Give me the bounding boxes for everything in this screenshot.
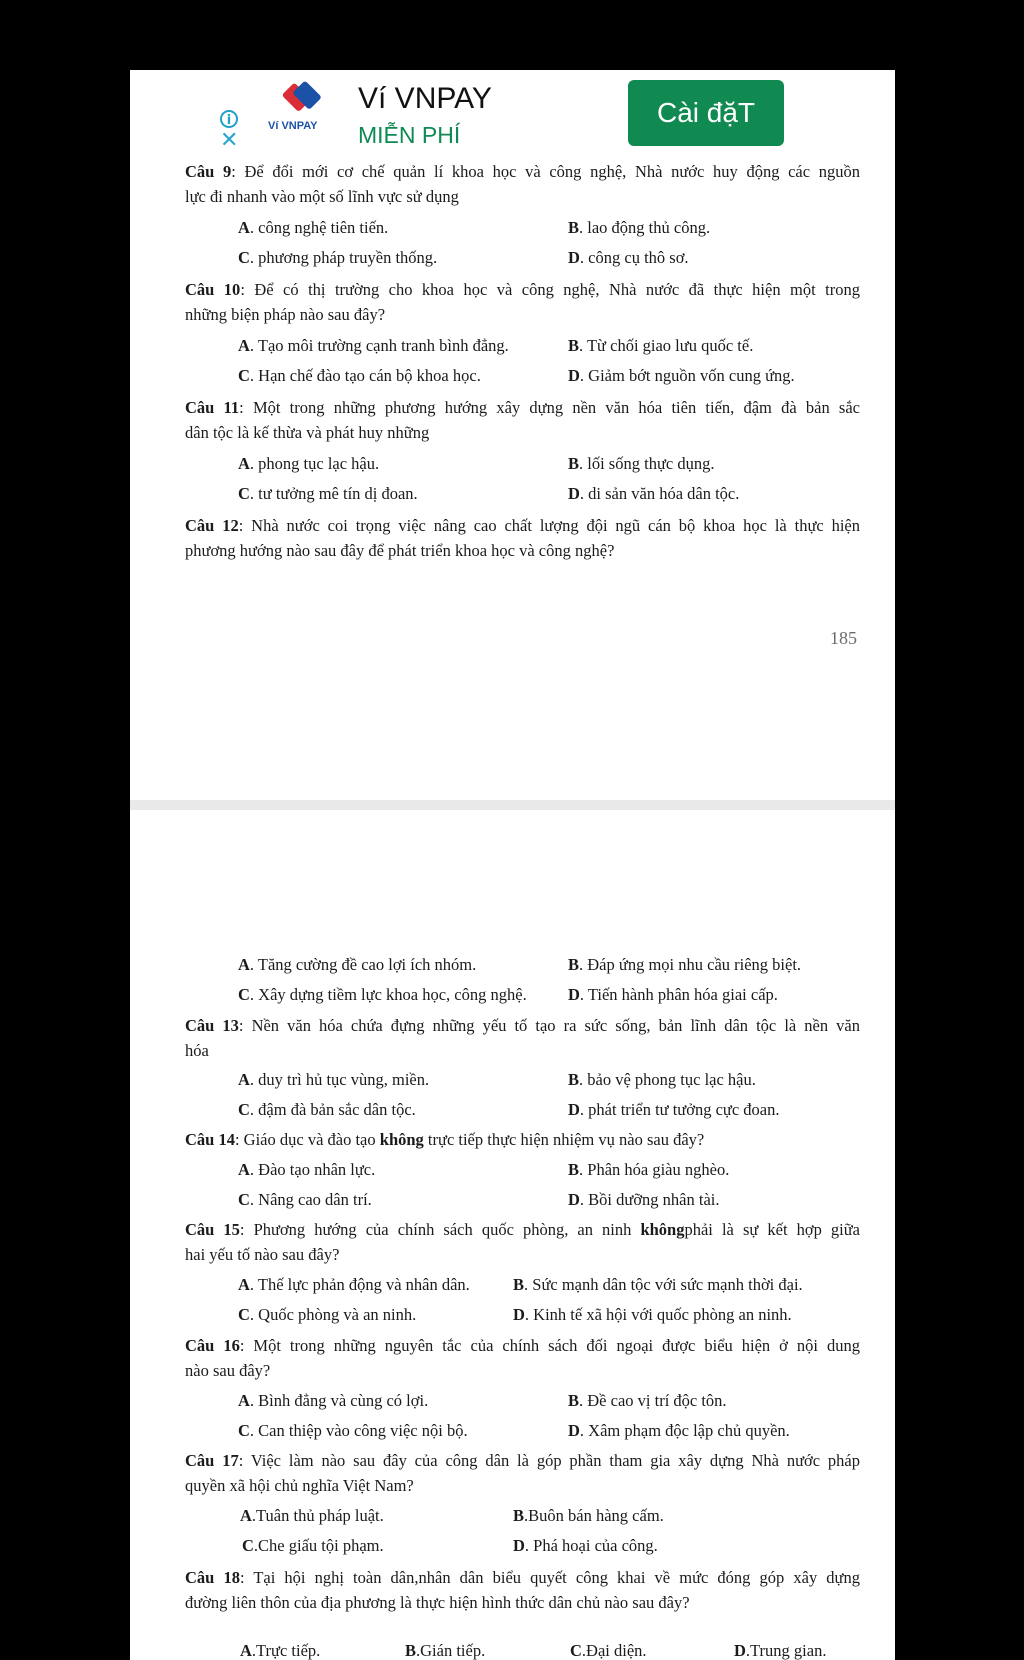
q12-option-a: A. Tăng cường đề cao lợi ích nhóm. [238, 955, 477, 974]
q17-option-d: D. Phá hoại của công. [513, 1536, 658, 1555]
q15-option-d: D. Kinh tế xã hội với quốc phòng an ninh. [513, 1305, 792, 1324]
q16-option-c: C. Can thiệp vào công việc nội bộ. [238, 1421, 468, 1440]
q9-text: : Để đổi mới cơ chế quản lí khoa học và công nghệ, Nhà nước huy động các nguồn [231, 162, 860, 181]
q18-option-b: B.Gián tiếp. [405, 1641, 486, 1660]
q12-option-b: B. Đáp ứng mọi nhu cầu riêng biệt. [568, 955, 802, 974]
ad-banner[interactable] [212, 70, 812, 153]
q11-option-a: A. phong tục lạc hậu. [238, 454, 380, 473]
q11-option-c: C. tư tưởng mê tín dị đoan. [238, 484, 418, 503]
q9-stem-line1 [185, 164, 860, 181]
install-button[interactable]: Cài đặT [628, 80, 784, 146]
q9-stem-line2: lực đi nhanh vào một số lĩnh vực sử dụng [185, 187, 459, 206]
q14-option-d: D. Bồi dưỡng nhân tài. [568, 1190, 720, 1209]
q15-option-c: C. Quốc phòng và an ninh. [238, 1305, 417, 1324]
q13-option-c: C. đậm đà bản sắc dân tộc. [238, 1100, 416, 1119]
q17-option-a: A.Tuân thủ pháp luật. [240, 1506, 384, 1525]
q15-option-b: B. Sức mạnh dân tộc với sức mạnh thời đại. [513, 1275, 803, 1294]
q13-option-a: A. duy trì hủ tục vùng, miền. [238, 1070, 430, 1089]
q9-option-b: B. lao động thủ công. [568, 218, 711, 237]
q15-stem-line2: hai yếu tố nào sau đây? [185, 1245, 340, 1264]
q16-stem-line2: nào sau đây? [185, 1361, 271, 1380]
q11-stem-line2: dân tộc là kế thừa và phát huy những [185, 423, 430, 442]
q18-option-a: A.Trực tiếp. [240, 1641, 321, 1660]
page-separator [130, 800, 895, 810]
q14-emphasis: không [379, 1130, 424, 1149]
q13-option-d: D. phát triển tư tưởng cực đoan. [568, 1100, 780, 1119]
q10-stem-line2: những biện pháp nào sau đây? [185, 305, 386, 324]
q11-option-d: D. di sản văn hóa dân tộc. [568, 484, 740, 503]
q13-option-b: B. bảo vệ phong tục lạc hậu. [568, 1070, 756, 1089]
q14-option-c: C. Nâng cao dân trí. [238, 1190, 372, 1209]
close-icon[interactable]: ✕ [220, 128, 239, 153]
q11-stem-line1: Câu 11: Một trong những phương hướng xây dựng nền văn hóa tiên tiến, đậm đà bản sắc [185, 398, 860, 417]
q17-option-c: C.Che giấu tội phạm. [242, 1536, 384, 1555]
q18-stem-line1: Câu 18: Tại hội nghị toàn dân,nhân dân biểu quyết công khai về mức đóng góp xây dựng [185, 1568, 861, 1587]
q10-option-b: B. Từ chối giao lưu quốc tế. [568, 336, 754, 355]
q12-stem-line1: Câu 12: Nhà nước coi trọng việc nâng cao chất lượng đội ngũ cán bộ khoa học là thực hiện [185, 516, 860, 535]
vnpay-logo[interactable] [264, 76, 336, 142]
q14-stem-line1: Câu 14: Giáo dục và đào tạo không trực tiếp thực hiện nhiệm vụ nào sau đây? [185, 1130, 705, 1149]
q15-stem-line1: Câu 15: Phương hướng của chính sách quốc phòng, an ninh khôngphải là sự kết hợp giữa [185, 1220, 860, 1239]
q16-option-b: B. Đề cao vị trí độc tôn. [568, 1391, 727, 1410]
q17-option-b: B.Buôn bán hàng cấm. [513, 1506, 664, 1525]
q10-option-c: C. Hạn chế đào tạo cán bộ khoa học. [238, 366, 481, 385]
q14-option-b: B. Phân hóa giàu nghèo. [568, 1160, 730, 1179]
ad-title[interactable]: Ví VNPAY [358, 82, 492, 115]
document-page-1 [130, 70, 895, 800]
q12-option-c: C. Xây dựng tiềm lực khoa học, công nghệ. [238, 985, 527, 1004]
q9-label: Câu 9 [185, 162, 232, 181]
logo-text: Ví VNPAY [268, 120, 318, 132]
q17-stem-line2: quyền xã hội chủ nghĩa Việt Nam? [185, 1476, 414, 1495]
q14-option-a: A. Đào tạo nhân lực. [238, 1160, 376, 1179]
q18-stem-line2: đường liên thôn của địa phương là thực hiện hình thức dân chủ nào sau đây? [185, 1593, 690, 1612]
q9-option-a: A. công nghệ tiên tiến. [238, 218, 389, 237]
page-number: 185 [830, 628, 857, 648]
q12-stem-line2: phương hướng nào sau đây để phát triển khoa học và công nghệ? [185, 541, 615, 560]
q13-stem-line2: hóa [185, 1041, 209, 1060]
q15-emphasis: không [640, 1220, 685, 1239]
q10-option-d: D. Giảm bớt nguồn vốn cung ứng. [568, 366, 795, 385]
q17-stem-line1: Câu 17: Việc làm nào sau đây của công dân là góp phần tham gia xây dựng Nhà nước pháp [185, 1451, 860, 1470]
q11-option-b: B. lối sống thực dụng. [568, 454, 715, 473]
q9-option-d: D. công cụ thô sơ. [568, 248, 689, 267]
info-icon[interactable]: i [220, 110, 238, 128]
q12-option-d: D. Tiến hành phân hóa giai cấp. [568, 985, 778, 1004]
q10-option-a: A. Tạo môi trường cạnh tranh bình đẳng. [238, 336, 509, 355]
q10-stem-line1: Câu 10: Để có thị trường cho khoa học và công nghệ, Nhà nước đã thực hiện một trong [185, 280, 860, 299]
q18-option-c: C.Đại diện. [570, 1641, 647, 1660]
q16-stem-line1: Câu 16: Một trong những nguyên tắc của chính sách đối ngoại được biểu hiện ở nội dung [185, 1336, 860, 1355]
document-page-2 [130, 810, 895, 1660]
q13-stem-line1: Câu 13: Nền văn hóa chứa đựng những yếu tố tạo ra sức sống, bản lĩnh dân tộc là nền văn [185, 1016, 861, 1035]
q16-option-d: D. Xâm phạm độc lập chủ quyền. [568, 1421, 790, 1440]
q18-option-d: D.Trung gian. [734, 1641, 827, 1660]
q16-option-a: A. Bình đẳng và cùng có lợi. [238, 1391, 429, 1410]
ad-subtitle: MIỄN PHÍ [358, 122, 461, 148]
q15-option-a: A. Thế lực phản động và nhân dân. [238, 1275, 470, 1294]
q9-option-c: C. phương pháp truyền thống. [238, 248, 438, 267]
